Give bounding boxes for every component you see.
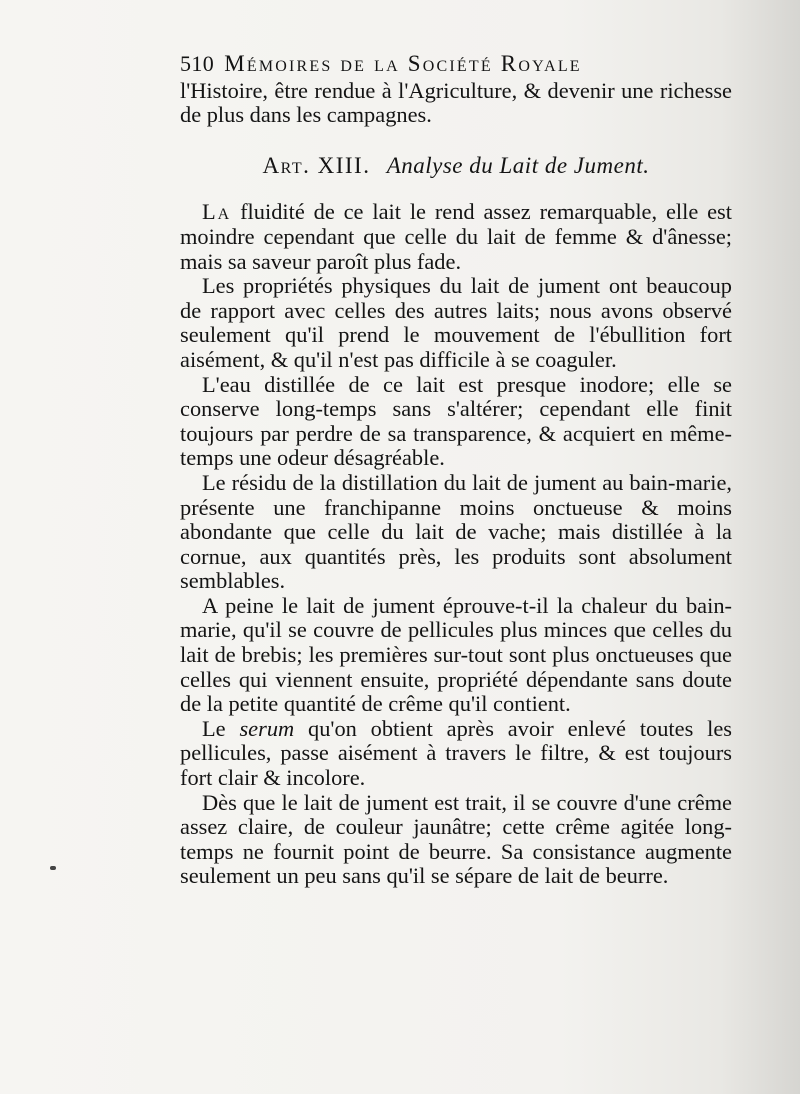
- ink-speck: [50, 866, 56, 870]
- paragraph-3: L'eau distillée de ce lait est presque inodore; elle se conserve long-temps sans s'altérer; cependant elle finit toujours par perdre de sa transparence, & acquiert en même-temps une odeur désagréable.: [180, 371, 732, 471]
- paragraph-7: Dès que le lait de jument est trait, il se couvre d'une crême assez claire, de couleur jaunâtre; cette crême agitée long-temps ne fournit point de beurre. Sa consistance augmente seulement un peu sans qu'il se sépare de lait de beurre.: [180, 789, 732, 889]
- paragraph-2: Les propriétés physiques du lait de jument ont beaucoup de rapport avec celles des autres laits; nous avons observé seulement qu'il prend le mouvement de l'ébullition fort aisément, & qu'il n'est pas difficile à se coaguler.: [180, 273, 732, 372]
- paragraph-text: Le: [202, 715, 240, 741]
- paragraph-1: [180, 200, 732, 274]
- running-title: Mémoires de la Société Royale: [224, 51, 582, 76]
- article-title: Analyse du Lait de Jument.: [386, 152, 650, 178]
- paragraph-text: qu'on obtient après avoir enlevé toutes les pellicules, passe aisément à travers le filtre, & est toujours fort clair & incolore.: [180, 715, 733, 791]
- article-number: Art. XIII.: [262, 152, 371, 178]
- continuation-text: l'Histoire, être rendue à l'Agriculture, & devenir une richesse de plus dans les campagnes.: [180, 77, 732, 128]
- paragraph-text: fluidité de ce lait le rend assez remarquable, elle est moindre cependant que celle du lait de femme & d'ânesse; mais sa saveur paroît plus fade.: [180, 199, 732, 274]
- drop-cap: La: [202, 199, 232, 225]
- paragraph-4: Le résidu de la distillation du lait de jument au bain-marie, présente une franchipanne moins onctueuse & moins abondante que celle du lait de vache; mais distillée à la cornue, aux quantités près, les produits sont absolument semblables.: [180, 469, 732, 594]
- italic-term: serum: [239, 715, 295, 741]
- article-heading: [180, 154, 732, 179]
- paragraph-5: A peine le lait de jument éprouve-t-il la chaleur du bain-marie, qu'il se couvre de pellicules plus minces que celles du lait de brebis; les premières sur-tout sont plus onctueuses que celles qui viennent ensuite, propriété dépendante sans doute de la petite quantité de crême qu'il contient.: [180, 592, 732, 717]
- page-content: [180, 52, 732, 889]
- page-number: 510: [180, 51, 215, 76]
- running-header: [180, 52, 732, 77]
- paragraph-6: [180, 717, 732, 791]
